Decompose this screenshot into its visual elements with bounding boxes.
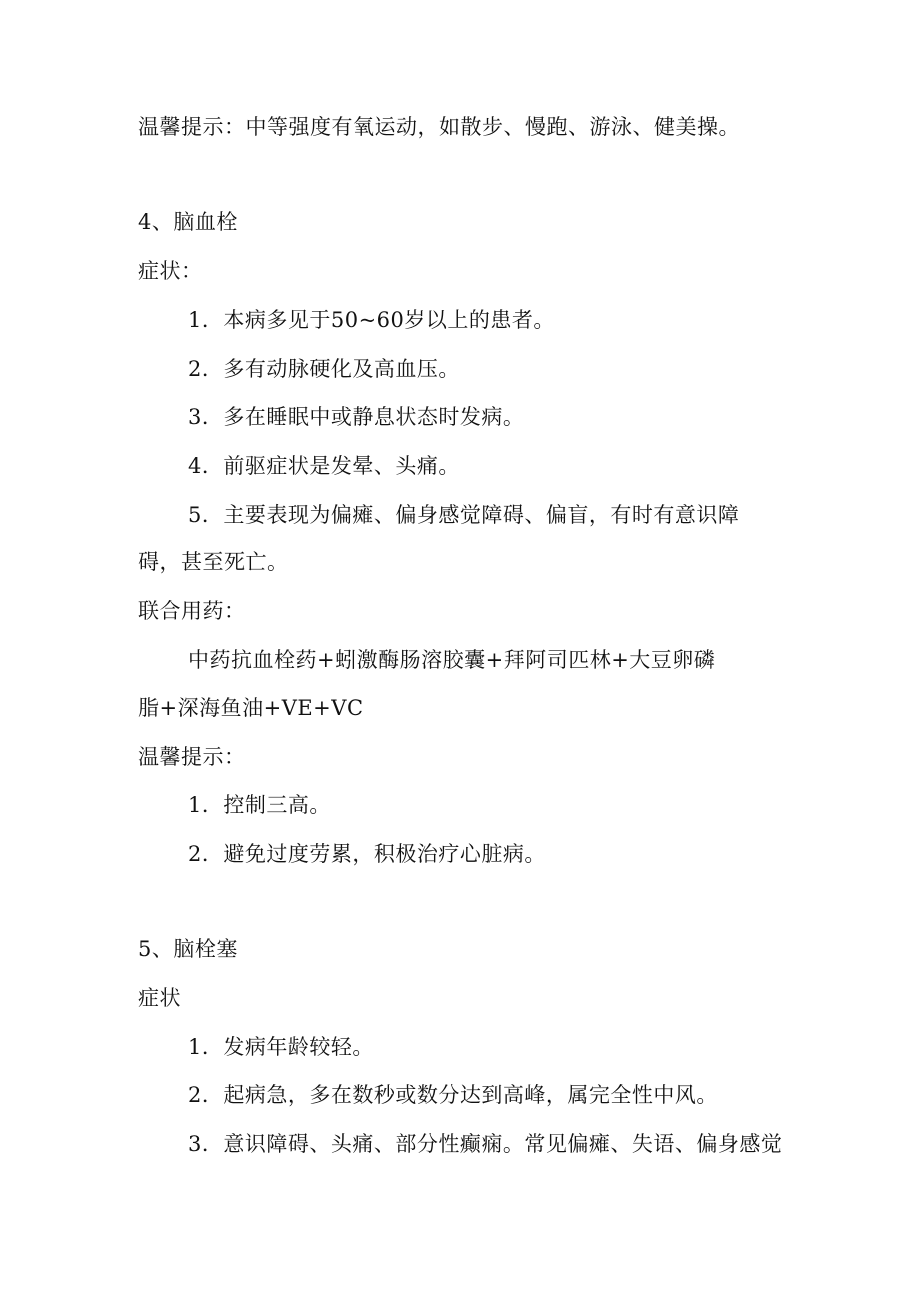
section-heading-cerebral-embolism: 5、脑栓塞 [138, 937, 238, 961]
embolism-symptom-item-2: 2．起病急，多在数秒或数分达到高峰，属完全性中风。 [188, 1083, 718, 1107]
symptoms-label-2: 症状 [138, 986, 181, 1010]
medication-line-2: 脂+深海鱼油+VE+VC [138, 696, 364, 720]
symptoms-label: 症状： [138, 259, 203, 283]
tip-item-2: 2．避免过度劳累，积极治疗心脏病。 [188, 842, 546, 866]
symptom-item-5-continued: 碍，甚至死亡。 [138, 550, 289, 574]
symptom-item-4: 4．前驱症状是发晕、头痛。 [188, 454, 460, 478]
symptom-item-2: 2．多有动脉硬化及高血压。 [188, 357, 460, 381]
symptom-item-1: 1．本病多见于50~60岁以上的患者。 [188, 308, 555, 332]
embolism-symptom-item-1: 1．发病年龄较轻。 [188, 1035, 374, 1059]
symptom-item-3: 3．多在睡眠中或静息状态时发病。 [188, 405, 525, 429]
section-heading-cerebral-thrombosis: 4、脑血栓 [138, 210, 238, 234]
tip-item-1: 1．控制三高。 [188, 793, 331, 817]
tips-label: 温馨提示： [138, 745, 246, 769]
medication-line-1: 中药抗血栓药+蚓激酶肠溶胶囊+拜阿司匹林+大豆卵磷 [188, 648, 716, 672]
symptom-item-5: 5．主要表现为偏瘫、偏身感觉障碍、偏盲，有时有意识障 [188, 503, 740, 527]
embolism-symptom-item-3: 3．意识障碍、头痛、部分性癫痫。常见偏瘫、失语、偏身感觉 [188, 1132, 783, 1156]
tip-exercise: 温馨提示：中等强度有氧运动，如散步、慢跑、游泳、健美操。 [138, 115, 740, 139]
combined-medication-label: 联合用药： [138, 599, 246, 623]
